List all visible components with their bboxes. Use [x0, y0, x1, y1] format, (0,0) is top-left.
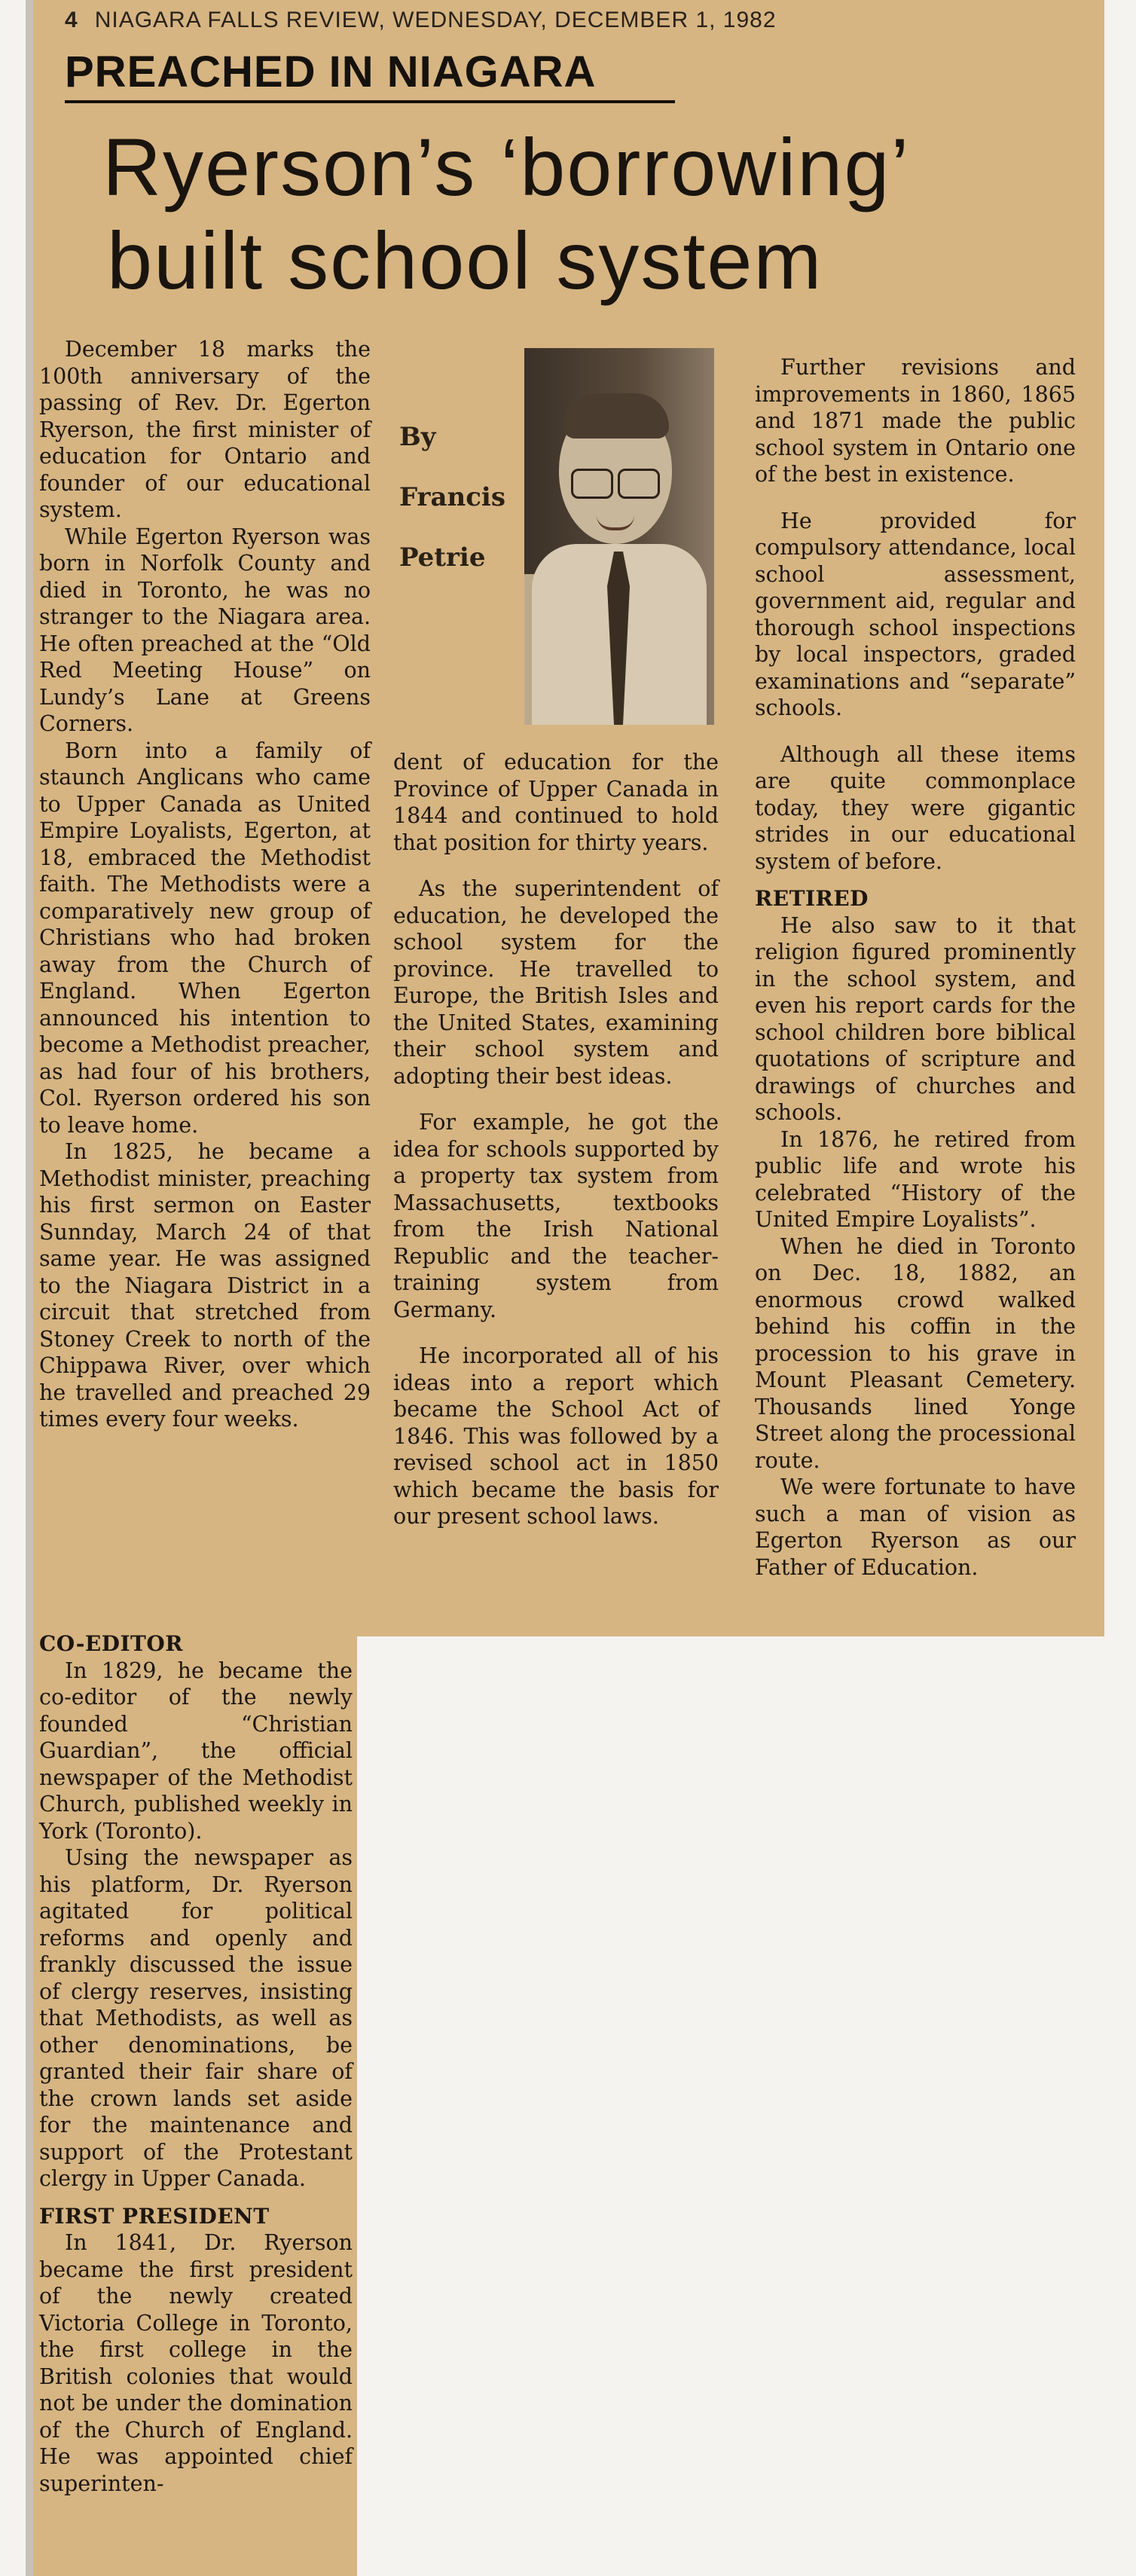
paragraph: He also saw to it that religion figured prominently in the school system, and even his report cards for the school children bore biblical quotations of scripture and drawings of churches and schools. — [755, 912, 1076, 1125]
paragraph: Further revisions and improvements in 1860, 1865 and 1871 made the public school system in Ontario one of the best in existence. — [755, 355, 1076, 487]
subhead-retired: RETIRED — [755, 886, 869, 911]
headline-line-2: built school system — [107, 215, 823, 306]
byline-last-name: Petrie — [399, 542, 486, 573]
paragraph: In 1825, he became a Methodist minister, preaching his first sermon on Easter Sunnday, March 24 of that same year. He was assigned to the Niagara District in a circuit that stretched from Stoney Creek to north of the Chippawa River, over which he travelled and preached 29 times every four weeks. — [39, 1139, 371, 1432]
paragraph: While Egerton Ryerson was born in Norfolk County and died in Toronto, he was no stranger to the Niagara area. He often preached at the “Old Red Meeting House” on Lundy’s Lane at Greens Corners. — [39, 524, 371, 736]
byline-by: By — [399, 422, 436, 452]
paragraph: For example, he got the idea for schools supported by a property tax system from Massachusetts, textbooks from the Irish National Republic and the teacher-training system from Germany. — [393, 1110, 719, 1322]
column-2 — [393, 749, 719, 1530]
paragraph: Born into a family of staunch Anglicans who came to Upper Canada as United Empire Loyalists, Egerton, at 18, embraced the Methodist faith. The Methodists were a comparatively new group of Christians who had broken away from the Church of England. When Egerton announced his intention to become a Methodist preacher, as had four of his brothers, Col. Ryerson ordered his son to leave home. — [39, 738, 371, 1138]
paragraph: When he died in Toronto on Dec. 18, 1882, an enormous crowd walked behind his coffin in the procession to his grave in Mount Pleasant Cemetery. Thousands lined Yonge Street along the processional route. — [755, 1233, 1076, 1473]
column-1 — [39, 336, 371, 1433]
paragraph: He provided for compulsory attendance, local school assessment, government aid, regular and thorough school inspections by local inspectors, graded examinations and “separate” schools. — [755, 508, 1076, 720]
masthead — [65, 8, 1044, 33]
paragraph: In 1841, Dr. Ryerson became the first president of the newly created Victoria College in Toronto, the first college in the British colonies that would not be under the domination of the Church of England. He was appointed chief superinten- — [39, 2230, 353, 2496]
byline-first-name: Francis — [399, 482, 505, 512]
kicker-heading: PREACHED IN NIAGARA — [65, 47, 675, 103]
masthead-text: NIAGARA FALLS REVIEW, WEDNESDAY, DECEMBER 1, 1982 — [94, 8, 777, 32]
paragraph: dent of education for the Province of Upper Canada in 1844 and continued to hold that position for thirty years. — [393, 750, 719, 855]
byline — [399, 407, 505, 588]
paragraph: December 18 marks the 100th anniversary of the passing of Rev. Dr. Egerton Ryerson, the first minister of education for Ontario and founder of our educational system. — [39, 337, 371, 522]
column-1-continued — [39, 1620, 353, 2497]
paragraph: As the superintendent of education, he developed the school system for the province. He travelled to Europe, the British Isles and the United States, examining their school system and adopting their best ideas. — [393, 876, 719, 1089]
paragraph: He incorporated all of his ideas into a report which became the School Act of 1846. This was followed by a revised school act in 1850 which became the basis for our present school laws. — [393, 1343, 719, 1529]
paragraph: Using the newspaper as his platform, Dr. Ryerson agitated for political reforms and openly and frankly discussed the issue of clergy reserves, insisting that Methodists, as well as other denominations, be granted their fair share of the crown lands set aside for the maintenance and support of the Protestant clergy in Upper Canada. — [39, 1845, 353, 2191]
paragraph: In 1876, he retired from public life and wrote his celebrated “History of the United Empire Loyalists”. — [755, 1126, 1076, 1232]
column-3 — [755, 354, 1076, 1581]
paragraph: We were fortunate to have such a man of vision as Egerton Ryerson as our Father of Education. — [755, 1474, 1076, 1580]
headline-line-1: Ryerson’s ‘borrowing’ — [102, 121, 911, 212]
paragraph: In 1829, he became the co-editor of the newly founded “Christian Guardian”, the official newspaper of the Methodist Church, published weekly in York (Toronto). — [39, 1658, 353, 1844]
headline — [102, 121, 1074, 307]
author-photo — [524, 348, 714, 725]
subhead-co-editor: CO-EDITOR — [39, 1631, 184, 1656]
page-number: 4 — [65, 8, 78, 32]
paragraph: Although all these items are quite commonplace today, they were gigantic strides in our educational system of before. — [755, 741, 1076, 874]
subhead-first-president: FIRST PRESIDENT — [39, 2203, 270, 2229]
